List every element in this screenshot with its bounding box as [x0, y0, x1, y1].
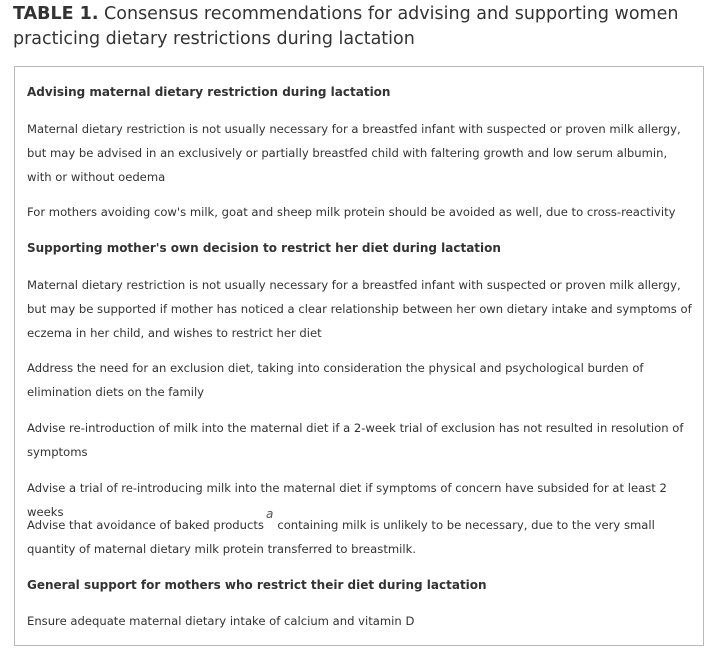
table-row: Maternal dietary restriction is not usually necessary for a breastfed infant with suspected or proven milk allergy, but may be advised in an exclusively or partially breastfed child with faltering growth and low serum albumin, with or without oedema — [27, 122, 681, 184]
table-row: Ensure adequate maternal dietary intake of calcium and vitamin D — [27, 614, 415, 628]
baked-products-text-continued: containing milk is unlikely to be necessary, due to the very small quantity of maternal dietary milk protein transferred to breastmilk. — [27, 518, 655, 556]
table-caption — [13, 2, 703, 52]
table-row — [27, 507, 695, 561]
table-row: Maternal dietary restriction is not usually necessary for a breastfed infant with suspected or proven milk allergy, but may be supported if mother has noticed a clear relationship between her own dietary intake and symptoms of eczema in her child, and wishes to restrict her diet — [27, 278, 692, 340]
table-row: Address the need for an exclusion diet, taking into consideration the physical and psychological burden of elimination diets on the family — [27, 361, 644, 399]
table-row: Advise re-introduction of milk into the maternal diet if a 2-week trial of exclusion has not resulted in resolution of symptoms — [27, 421, 684, 459]
section-heading-advising: Advising maternal dietary restriction during lactation — [27, 85, 391, 99]
table-row: Advise a trial of re-introducing milk into the maternal diet if symptoms of concern have subsided for at least 2 weeks — [27, 481, 667, 519]
section-heading-general: General support for mothers who restrict their diet during lactation — [27, 578, 487, 592]
footnote-marker[interactable]: a — [265, 507, 274, 521]
table-label: TABLE 1. — [13, 4, 99, 24]
section-heading-supporting: Supporting mother's own decision to restrict her diet during lactation — [27, 241, 501, 255]
baked-products-text: Advise that avoidance of baked products — [27, 518, 264, 532]
table-row: For mothers avoiding cow's milk, goat and sheep milk protein should be avoided as well, due to cross-reactivity — [27, 205, 676, 219]
recommendations-table — [14, 66, 704, 646]
table-title: Consensus recommendations for advising and supporting women practicing dietary restrictions during lactation — [13, 4, 679, 49]
